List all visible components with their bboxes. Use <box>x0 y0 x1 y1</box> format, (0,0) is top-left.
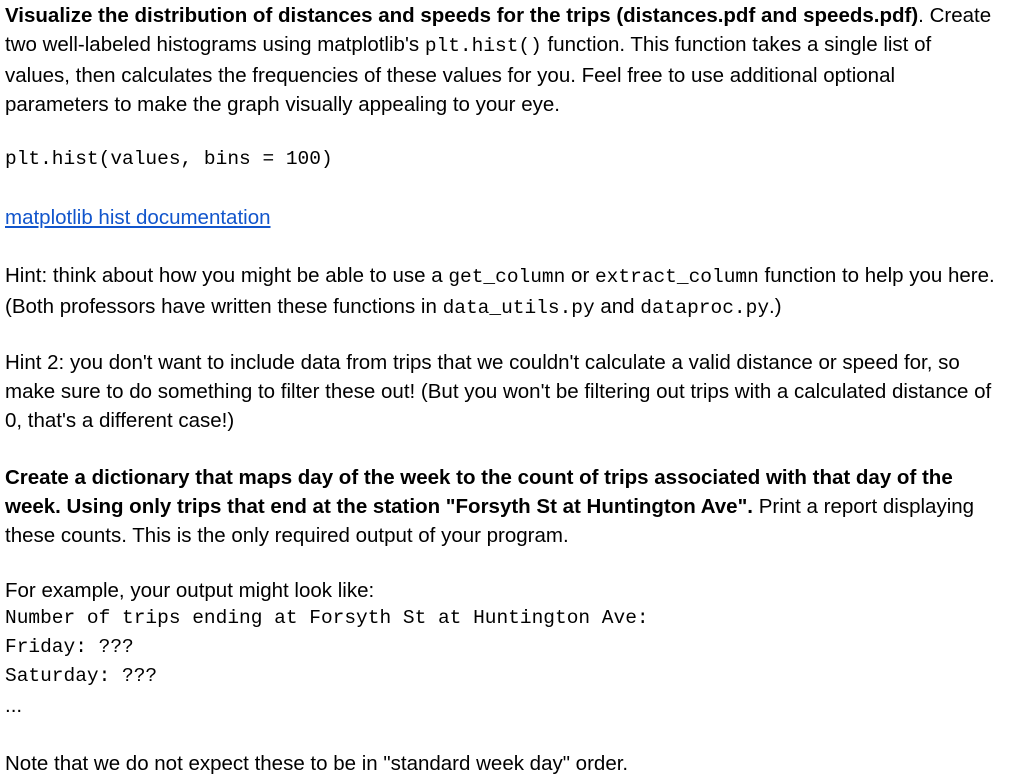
histogram-text-a: Create two well-labeled histograms using matplotlib's <box>5 4 992 56</box>
order-note-block <box>5 749 1000 778</box>
hint1-text-b: or <box>565 264 595 287</box>
hint1-text-a: Hint: think about how you might be able to use a <box>5 264 449 287</box>
hint-1 <box>5 261 1000 323</box>
link-block <box>5 203 1000 232</box>
histogram-task-title: Visualize the distribution of distances and speeds for the trips (distances.pdf and speeds.pdf) <box>5 4 919 27</box>
hint1-text-d: and <box>594 295 641 318</box>
hint1-text-e: .) <box>769 295 782 318</box>
dictionary-task-text: Print a report displaying these counts. This is the only required output of your program. <box>5 495 975 547</box>
example-ellipsis: ... <box>5 694 23 717</box>
code-example-block <box>5 145 1000 174</box>
histogram-title-period: . <box>918 4 924 27</box>
dataproc-code: dataproc.py <box>640 297 770 319</box>
extract-column-code: extract_column <box>594 266 759 288</box>
dictionary-task-bold: Create a dictionary that maps day of the week to the count of trips associated with that day of the week. Using only trips that end at the station "Forsyth St at Huntington Ave". <box>5 466 953 518</box>
example-output-line: Number of trips ending at Forsyth St at Huntington Ave: <box>5 607 649 629</box>
example-intro: For example, your output might look like: <box>5 579 375 602</box>
hint-2 <box>5 348 1000 435</box>
histogram-instructions <box>5 1 1000 119</box>
hint2-text: Hint 2: you don't want to include data from trips that we couldn't calculate a valid distance or speed for, so make sure to do something to filter these out! (But you won't be filtering out trips with a calculated distance of 0, that's a different case!) <box>5 351 992 432</box>
example-output-line: Friday: ??? <box>5 636 134 658</box>
data-utils-code: data_utils.py <box>442 297 595 319</box>
example-output <box>5 604 1000 720</box>
hint1-text-c: function to help you here. (Both professors have written these functions in <box>5 264 995 318</box>
plt-hist-code: plt.hist() <box>424 35 542 57</box>
matplotlib-hist-documentation-link[interactable]: matplotlib hist documentation <box>5 206 271 229</box>
example-output-line: Saturday: ??? <box>5 665 158 687</box>
order-note: Note that we do not expect these to be in "standard week day" order. <box>5 752 629 775</box>
dictionary-instructions <box>5 463 1000 550</box>
get-column-code: get_column <box>448 266 566 288</box>
histogram-text-b: function. This function takes a single list of values, then calculates the frequencies of these values for you. Feel free to use additional optional parameters to make the graph visually appealing to your eye. <box>5 33 932 116</box>
example-intro-block <box>5 576 1000 605</box>
code-example: plt.hist(values, bins = 100) <box>5 148 333 170</box>
